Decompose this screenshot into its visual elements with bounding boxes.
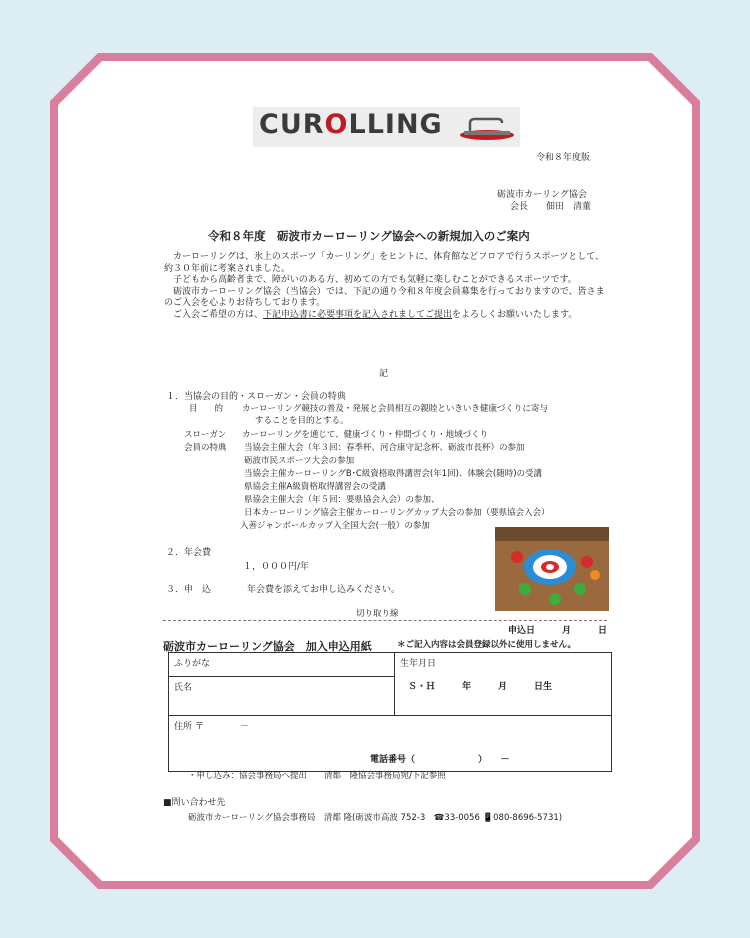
application-date: 申込日 月 日 [508,626,608,636]
curolling-logo [253,107,520,147]
para4-text-a: ご入会ご希望の方は、 [173,309,264,320]
curolling-photo [495,527,609,611]
curolling-stone-icon [458,117,516,141]
intro-paragraph-1: カーローリングは、氷上のスポーツ「カーリング」をヒントに、体育館などフロアで行うスポーツとして、約３０年前に考案されました。 [164,252,605,274]
benefit-item: 県協会主催A級資格取得講習会の受講 [244,482,386,492]
apply-instruction: 年会費を添えてお申し込みください。 [247,585,401,595]
intro-paragraph-3: 砺波市カーローリング協会（当協会）では、下記の通り令和８年度会員募集を行っておりますので、皆さまのご入会を心よりお待ちしております。 [164,286,605,309]
benefit-item: 県協会主催大会（年５回：要県協会入会）の参加、 [244,495,440,505]
application-form [168,652,612,772]
intro-paragraph-4 [164,310,610,322]
name-field[interactable] [169,677,395,715]
logo-text-lling: LLING [348,109,443,140]
intro-text [164,252,610,322]
section1-heading: １．当協会の目的・スローガン・会員の特典 [166,392,346,402]
sender-name: 会長 佃田 清董 [510,202,592,212]
logo-text-cur: CUR [259,109,325,140]
edition-label: 令和８年度版 [536,153,591,163]
birthdate-label: 生年月日 [400,659,437,669]
section2-heading: ２．年会費 [166,548,212,558]
form-title: 砺波市カーローリング協会 加入申込用紙 [163,640,372,653]
intro-paragraph-2: 子どもから高齢者まで、障がいのある方、初めての方でも気軽に楽しむことができるスポーツです。 [173,275,577,286]
birthdate-format: Ｓ・Ｈ 年 月 日生 [408,682,553,692]
slogan-label: スローガン [184,430,227,440]
benefit-item: 当協会主催大会（年３回：春季杯、河合康守記念杯、砺波市長杯）の参加 [244,443,525,453]
purpose-line-2: することを目的とする。 [255,416,349,426]
purpose-line-1: カーローリング競技の普及・発展と会員相互の親睦といきいき健康づくりに寄与 [242,404,548,414]
benefit-item: 当協会主催カーローリングB･C級資格取得講習会(年1回)、体験会(随時)の受講 [244,469,543,479]
slogan-text: カーローリングを通じて、健康づくり・仲間づくり・地域づくり [242,430,489,440]
curolling-scene-icon [495,527,609,611]
address-label: 住所 〒 － [174,721,249,732]
form-privacy-note: ＊ご記入内容は会員登録以外に使用しません。 [397,640,577,650]
birthdate-field[interactable] [395,653,612,716]
cut-line-label: 切り取り線 [356,609,399,619]
benefit-item: 入善ジャンボールカップ入全国大会(一般）の参加 [240,521,430,531]
cut-line [163,620,607,621]
name-label: 氏名 [174,683,193,694]
para4-text-b: をよろしくお願いいたします。 [452,309,578,320]
furigana-label: ふりがな [174,659,211,669]
phone-label: 電話番号（ ） － [370,754,510,765]
ki-label: 記 [379,369,389,379]
purpose-label: 目 的 [189,404,224,414]
section3-heading: ３．申 込 [166,585,212,595]
logo-text-o: O [324,109,349,140]
benefit-item: 日本カーローリング協会主催カーローリングカップ大会の参加（要県協会入会） [244,508,550,518]
address-field[interactable] [169,715,612,771]
benefit-item: 砺波市民スポーツ大会の参加 [244,456,355,466]
para4-underlined: 下記申込書に必要事項を記入されましてご提出 [263,309,453,320]
sender-org: 砺波市カーリング協会 [497,190,587,200]
annual-fee: １，０００円/年 [243,562,310,572]
contact-info: 砺波市カーローリング協会事務局 清都 隆(砺波市高波 752-3 ☎33-0056 📱080-8696-5731) [188,813,563,823]
benefit-label: 会員の特典 [184,443,227,453]
submit-note: ・申し込み：協会事務局へ提出 清都 隆協会事務局宛/下記参照 [188,771,446,781]
contact-heading: ■問い合わせ先 [163,798,226,808]
furigana-field[interactable] [169,653,395,677]
page-title: 令和８年度 砺波市カーローリング協会への新規加入のご案内 [208,229,530,243]
